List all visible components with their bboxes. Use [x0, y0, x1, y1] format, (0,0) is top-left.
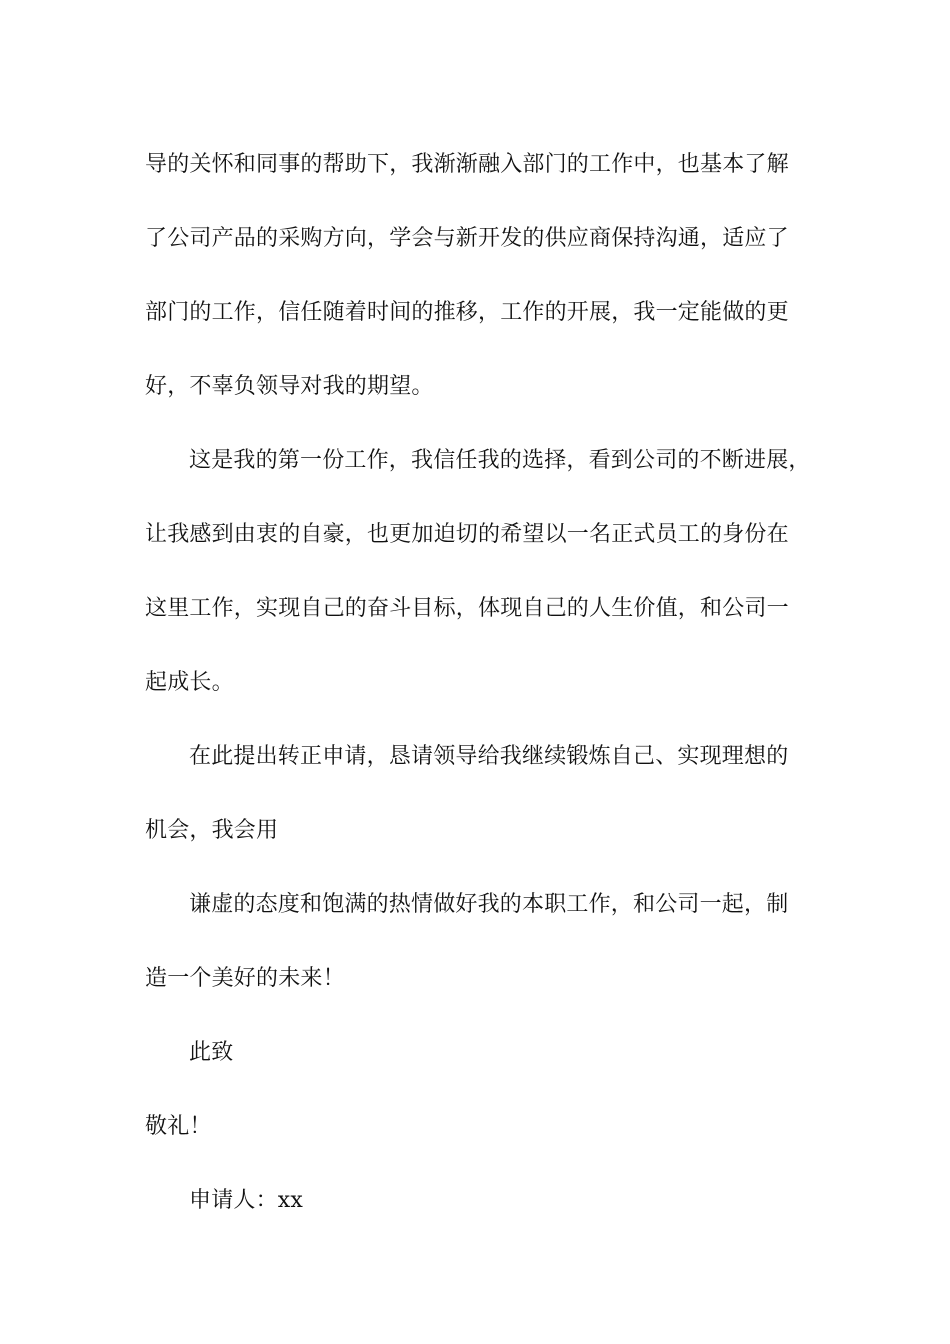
text-line: 好，不辜负领导对我的期望。	[145, 374, 434, 399]
text-line: 导的关怀和同事的帮助下，我渐渐融入部门的工作中，也基本了解	[145, 152, 789, 177]
text-line: 起成长。	[145, 670, 234, 695]
applicant-signature	[145, 1164, 810, 1238]
text-line: 在此提出转正申请，恳请领导给我继续锻炼自己、实现理想的	[189, 744, 789, 769]
closing-phrase	[145, 1016, 810, 1090]
text-line: 此致	[189, 1040, 234, 1065]
text-line: 这是我的第一份工作，我信任我的选择，看到公司的不断进展，	[189, 448, 811, 473]
text-line: 申请人：xx	[189, 1188, 304, 1213]
salutation	[145, 1090, 810, 1164]
text-line: 机会，我会用	[145, 818, 279, 843]
text-line: 了公司产品的采购方向，学会与新开发的供应商保持沟通，适应了	[145, 226, 789, 251]
text-line: 敬礼！	[145, 1114, 212, 1139]
paragraph-first-job	[145, 424, 810, 720]
paragraph-continuation	[145, 128, 810, 424]
paragraph-commitment	[145, 868, 810, 1016]
text-line: 这里工作，实现自己的奋斗目标，体现自己的人生价值，和公司一	[145, 596, 789, 621]
document-body	[145, 128, 810, 1238]
paragraph-application	[145, 720, 810, 868]
text-line: 谦虚的态度和饱满的热情做好我的本职工作，和公司一起，制	[189, 892, 789, 917]
text-line: 部门的工作，信任随着时间的推移，工作的开展，我一定能做的更	[145, 300, 789, 325]
text-line: 造一个美好的未来！	[145, 966, 345, 991]
text-line: 让我感到由衷的自豪，也更加迫切的希望以一名正式员工的身份在	[145, 522, 789, 547]
